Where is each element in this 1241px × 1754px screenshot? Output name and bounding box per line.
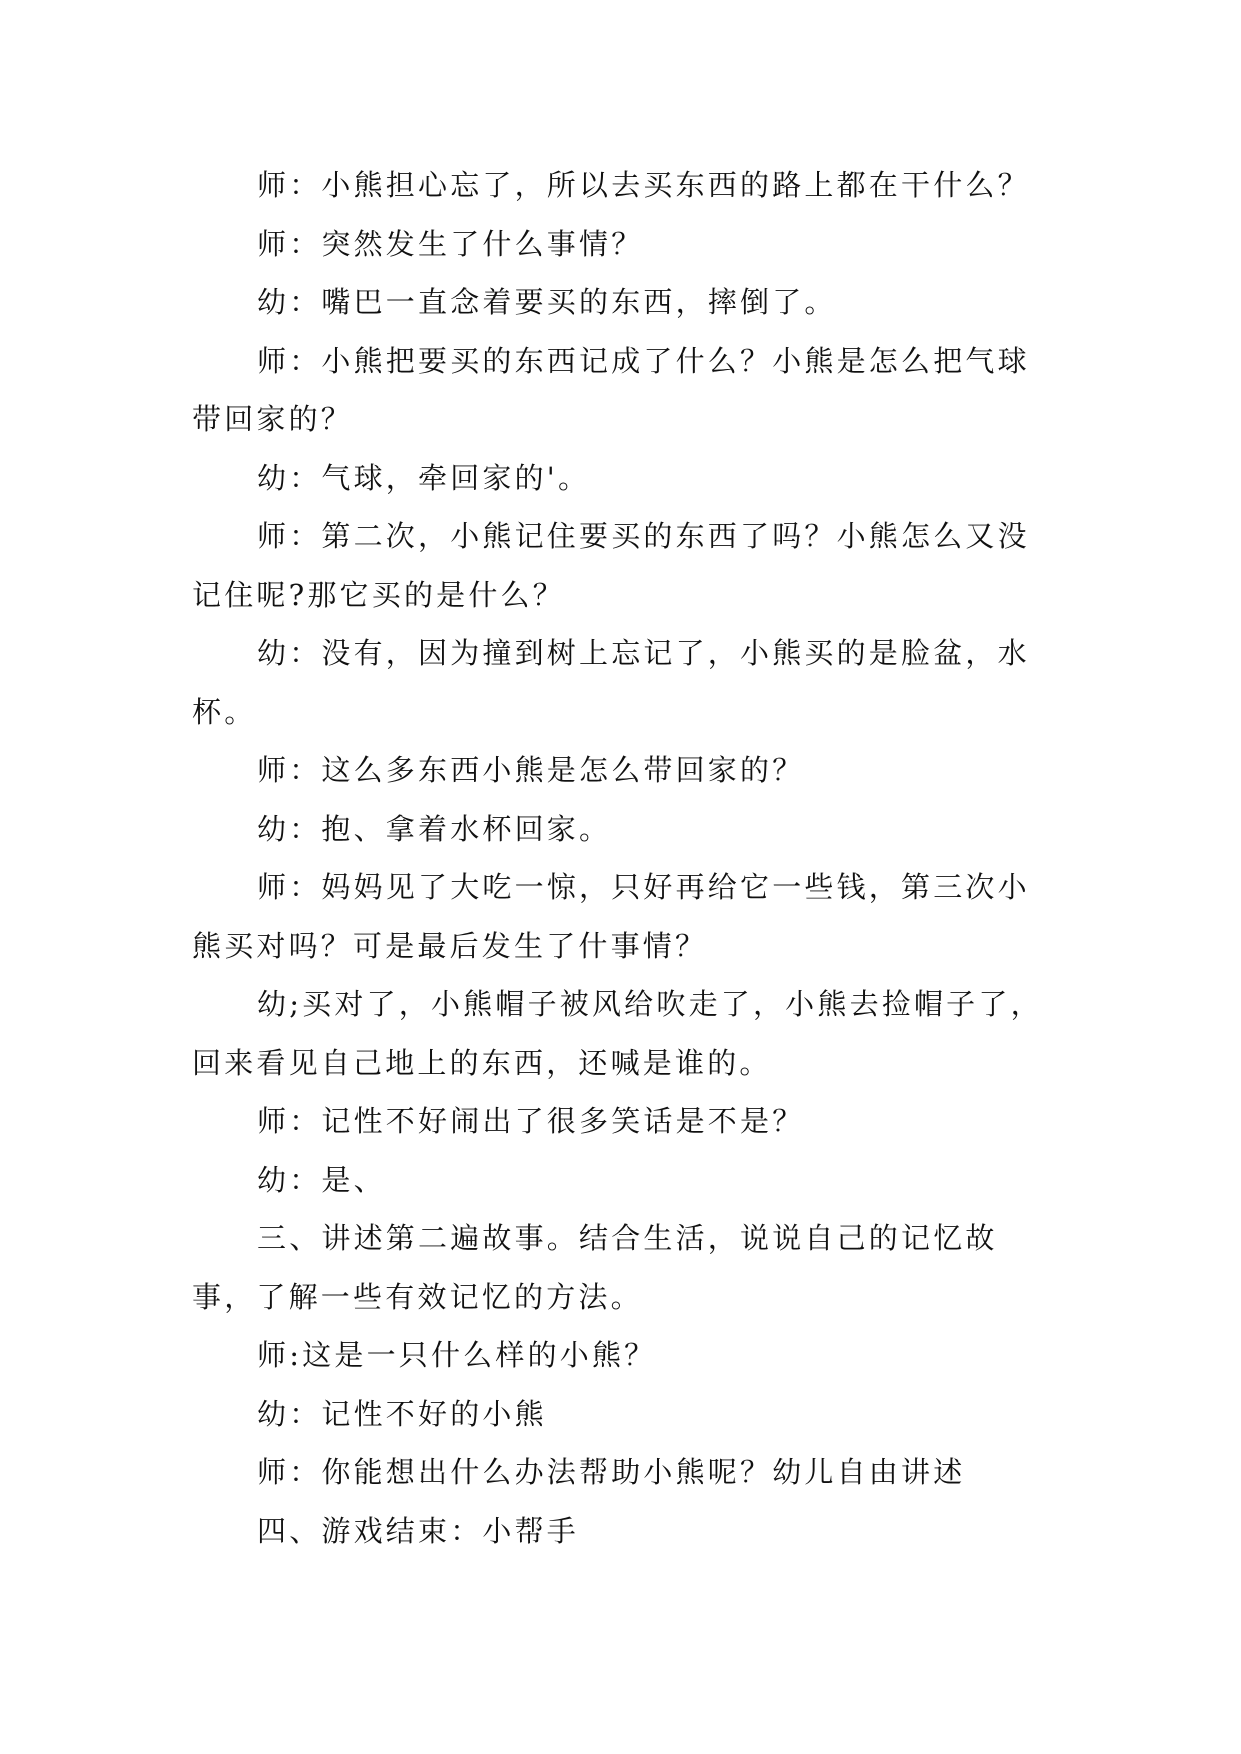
paragraph: 师：你能想出什么办法帮助小熊呢？幼儿自由讲述	[257, 1455, 966, 1489]
paragraph: 幼：气球，牵回家的'。	[257, 460, 591, 495]
paragraph: 幼：嘴巴一直念着要买的东西，摔倒了。	[257, 285, 837, 319]
paragraph: 幼：记性不好的小熊	[257, 1396, 547, 1431]
section-heading: 三、讲述第二遍故事。结合生活，说说自己的记忆故事，了解一些有效记忆的方法。	[192, 1221, 998, 1314]
paragraph: 师：突然发生了什么事情？	[257, 226, 644, 261]
paragraph: 幼：抱、拿着水杯回家。	[257, 811, 612, 846]
paragraph: 师:这是一只什么样的小熊？	[257, 1338, 657, 1372]
paragraph: 幼：是、	[257, 1162, 386, 1197]
paragraph: 师：小熊把要买的东西记成了什么？小熊是怎么把气球带回家的？	[192, 343, 1030, 436]
paragraph: 幼：没有，因为撞到树上忘记了，小熊买的是脸盆，水杯。	[192, 636, 1030, 729]
section-heading: 四、游戏结束：小帮手	[257, 1513, 580, 1548]
paragraph: 师：小熊担心忘了，所以去买东西的路上都在干什么？	[257, 168, 1030, 202]
document-body	[192, 156, 1058, 1560]
paragraph: 师：第二次，小熊记住要买的东西了吗？小熊怎么又没记住呢?那它买的是什么？	[192, 519, 1030, 612]
paragraph: 师：妈妈见了大吃一惊，只好再给它一些钱，第三次小熊买对吗？可是最后发生了什事情？	[192, 870, 1030, 963]
paragraph: 师：记性不好闹出了很多笑话是不是？	[257, 1104, 805, 1138]
paragraph: 幼;买对了，小熊帽子被风给吹走了，小熊去捡帽子了，回来看见自己地上的东西，还喊是谁的。	[192, 987, 1043, 1080]
paragraph: 师：这么多东西小熊是怎么带回家的？	[257, 753, 805, 787]
